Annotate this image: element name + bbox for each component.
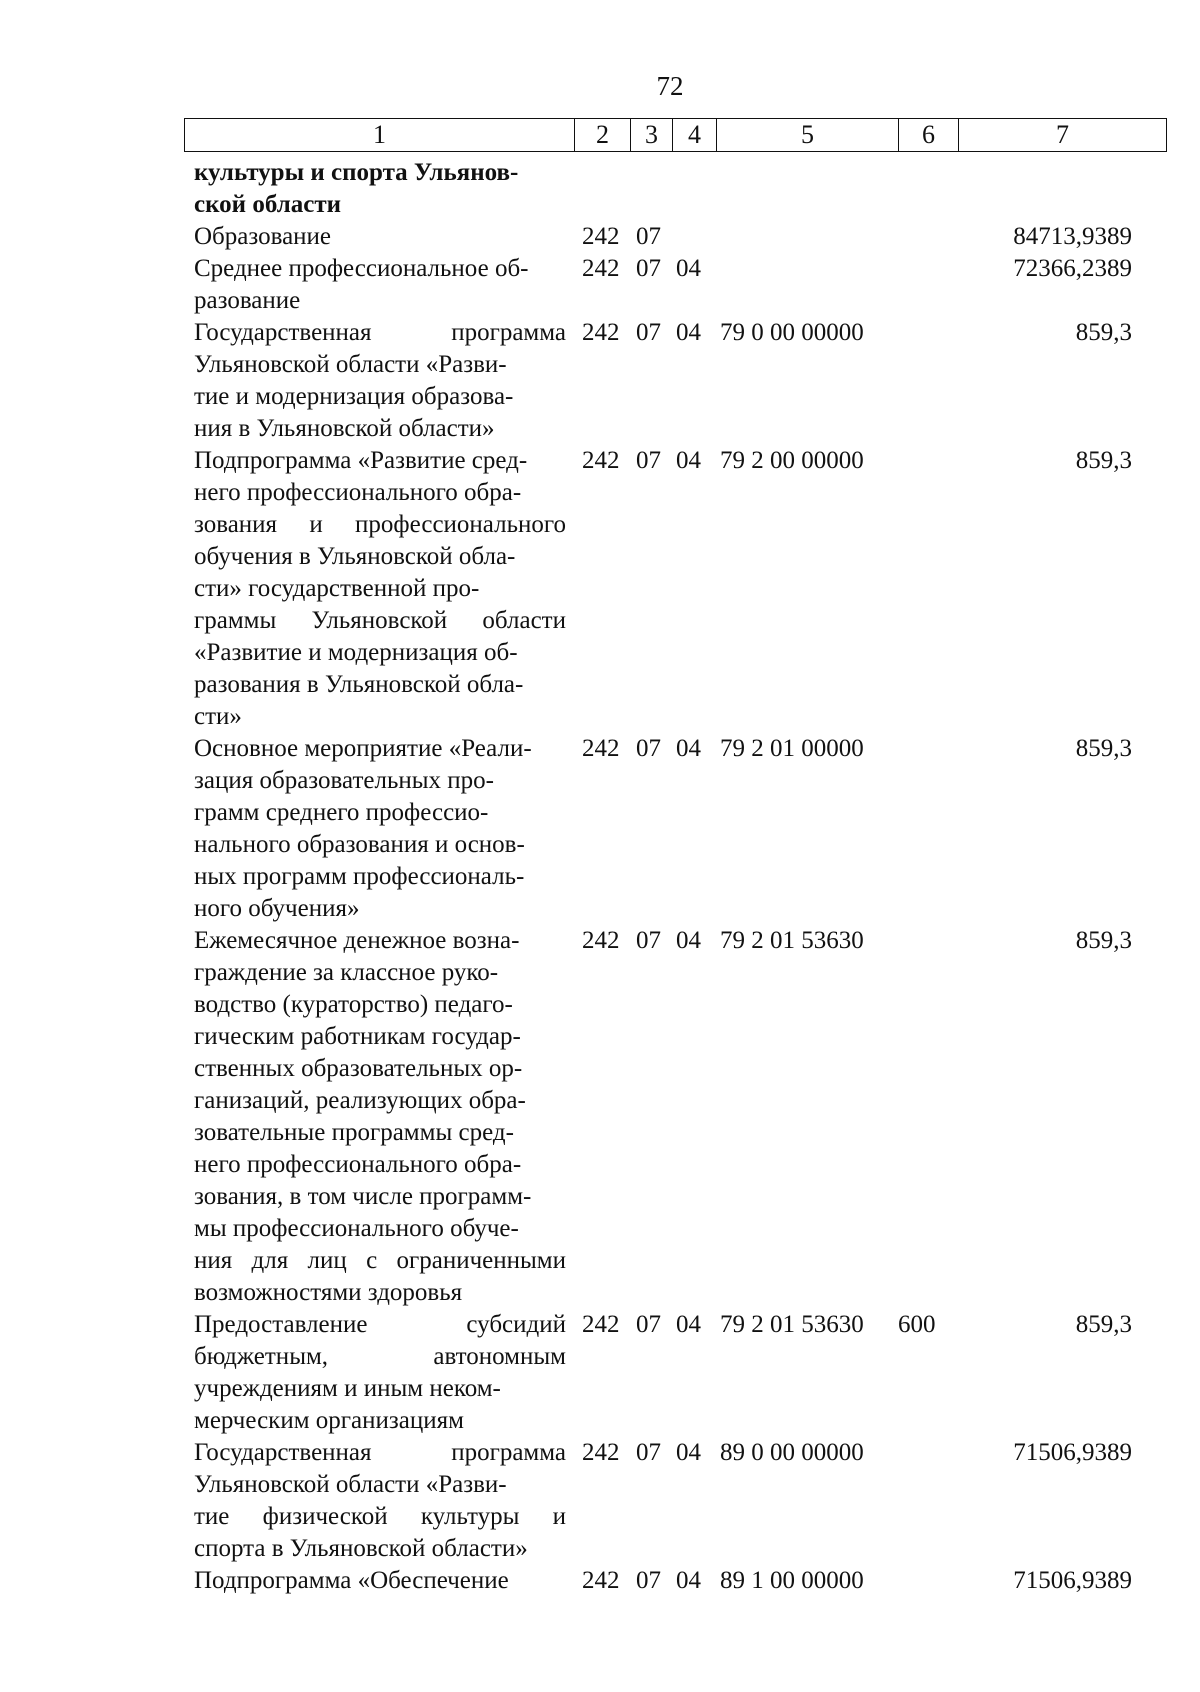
subsection-code: 04: [676, 735, 701, 762]
row-name-line: граммы Ульяновской области: [194, 607, 566, 634]
target-article-code: 79 2 01 00000: [720, 735, 864, 762]
row-name: [184, 733, 574, 925]
row-name: [184, 925, 574, 1309]
header-col-5: 5: [717, 119, 899, 152]
expense-type-code: [898, 733, 958, 925]
amount: 859,3: [1075, 447, 1132, 474]
section-code: 07: [636, 447, 661, 474]
target-article-code: 79 2 01 53630: [720, 1311, 864, 1338]
row-name-line: Ульяновской области «Разви-: [194, 1471, 507, 1498]
subsection-code: [672, 221, 716, 253]
row-name-line: зовательные программы сред-: [194, 1119, 514, 1146]
amount: 859,3: [1075, 1311, 1132, 1338]
section-code: 07: [636, 1311, 661, 1338]
header-col-6: 6: [899, 119, 959, 152]
header-col-1: 1: [185, 119, 575, 152]
section-code: [630, 157, 672, 221]
expense-type-code: [898, 317, 958, 445]
row-name-line: него профессионального обра-: [194, 1151, 522, 1178]
row-name-line: Основное мероприятие «Реали-: [194, 735, 532, 762]
row-name-line: Ульяновской области «Разви-: [194, 351, 507, 378]
row-name-line: Государственная программа: [194, 319, 566, 346]
table-row: [184, 253, 1166, 317]
row-name: [184, 1437, 574, 1565]
target-article-code: [716, 157, 898, 221]
section-code: 07: [636, 319, 661, 346]
row-name-line: ния в Ульяновской области»: [194, 415, 495, 442]
row-name-line: мерческим организациям: [194, 1407, 464, 1434]
row-name-line: обучения в Ульяновской обла-: [194, 543, 516, 570]
amount: 859,3: [1075, 319, 1132, 346]
page-number: 72: [656, 71, 684, 101]
row-name-line: бюджетным, автономным: [194, 1343, 566, 1370]
table-header: [184, 118, 1167, 152]
table-row: [184, 157, 1166, 221]
section-code: 07: [636, 223, 661, 250]
amount: 84713,9389: [1013, 223, 1132, 250]
row-name-line: Ежемесячное денежное возна-: [194, 927, 520, 954]
row-name-line: него профессионального обра-: [194, 479, 522, 506]
target-article-code: 89 0 00 00000: [720, 1439, 864, 1466]
row-name-line: ния для лиц с ограниченными: [194, 1247, 566, 1274]
row-name-line: ственных образовательных ор-: [194, 1055, 523, 1082]
amount: 71506,9389: [1013, 1567, 1132, 1594]
row-name-line: граждение за классное руко-: [194, 959, 499, 986]
subsection-code: 04: [676, 1311, 701, 1338]
expense-type-code: [898, 157, 958, 221]
row-name-line: разование: [194, 287, 301, 314]
admin-code: [574, 157, 630, 221]
row-name: [184, 317, 574, 445]
subsection-code: 04: [676, 1567, 701, 1594]
target-article-code: 79 2 01 53630: [720, 927, 864, 954]
table-row: [184, 445, 1166, 733]
subsection-code: 04: [676, 927, 701, 954]
amount: 859,3: [1075, 927, 1132, 954]
admin-code: 242: [582, 447, 620, 474]
subsection-code: 04: [676, 319, 701, 346]
amount: 71506,9389: [1013, 1439, 1132, 1466]
target-article-code: 79 0 00 00000: [720, 319, 864, 346]
amount: 72366,2389: [1013, 255, 1132, 282]
budget-table: [184, 157, 1166, 1597]
row-name: [184, 157, 574, 221]
subsection-code: 04: [676, 255, 701, 282]
row-name-line: спорта в Ульяновской области»: [194, 1535, 528, 1562]
header-col-3: 3: [631, 119, 673, 152]
header-col-2: 2: [575, 119, 631, 152]
row-name-line: Предоставление субсидий: [194, 1311, 566, 1338]
row-name-line: Подпрограмма «Обеспечение: [194, 1567, 509, 1594]
row-name-line: сти»: [194, 703, 242, 730]
admin-code: 242: [582, 927, 620, 954]
row-name-line: культуры и спорта Ульянов-: [194, 159, 519, 186]
row-name-line: Подпрограмма «Развитие сред-: [194, 447, 528, 474]
row-name-line: сти» государственной про-: [194, 575, 480, 602]
target-article-code: 79 2 00 00000: [720, 447, 864, 474]
row-name: [184, 1565, 574, 1597]
row-name: [184, 445, 574, 733]
table-row: [184, 1565, 1166, 1597]
admin-code: 242: [582, 255, 620, 282]
expense-type-code: [898, 1565, 958, 1597]
expense-type-code: [898, 445, 958, 733]
table-row: [184, 925, 1166, 1309]
target-article-code: [716, 253, 898, 317]
table-row: [184, 733, 1166, 925]
row-name-line: учреждениям и иным неком-: [194, 1375, 501, 1402]
admin-code: 242: [582, 223, 620, 250]
row-name-line: ганизаций, реализующих обра-: [194, 1087, 526, 1114]
header-col-4: 4: [673, 119, 717, 152]
row-name-line: Среднее профессиональное об-: [194, 255, 529, 282]
admin-code: 242: [582, 1567, 620, 1594]
admin-code: 242: [582, 735, 620, 762]
row-name: [184, 1309, 574, 1437]
row-name-line: зация образовательных про-: [194, 767, 494, 794]
subsection-code: 04: [676, 1439, 701, 1466]
header-col-7: 7: [959, 119, 1167, 152]
row-name-line: нального образования и основ-: [194, 831, 525, 858]
table-row: [184, 317, 1166, 445]
row-name-line: тие физической культуры и: [194, 1503, 566, 1530]
row-name-line: ных программ профессиональ-: [194, 863, 525, 890]
row-name-line: ного обучения»: [194, 895, 360, 922]
table-row: [184, 1309, 1166, 1437]
section-code: 07: [636, 927, 661, 954]
amount: [958, 157, 1166, 221]
row-name: [184, 221, 574, 253]
target-article-code: 89 1 00 00000: [720, 1567, 864, 1594]
table-row: [184, 1437, 1166, 1565]
row-name-line: зования, в том числе программ-: [194, 1183, 532, 1210]
subsection-code: 04: [676, 447, 701, 474]
section-code: 07: [636, 1567, 661, 1594]
amount: 859,3: [1075, 735, 1132, 762]
expense-type-code: [898, 1437, 958, 1565]
expense-type-code: 600: [898, 1311, 936, 1338]
row-name-line: тие и модернизация образова-: [194, 383, 514, 410]
row-name-line: Государственная программа: [194, 1439, 566, 1466]
admin-code: 242: [582, 1311, 620, 1338]
row-name-line: зования и профессионального: [194, 511, 566, 538]
target-article-code: [716, 221, 898, 253]
expense-type-code: [898, 253, 958, 317]
section-code: 07: [636, 255, 661, 282]
section-code: 07: [636, 1439, 661, 1466]
row-name-line: ской области: [194, 191, 342, 218]
row-name: [184, 253, 574, 317]
row-name-line: возможностями здоровья: [194, 1279, 463, 1306]
section-code: 07: [636, 735, 661, 762]
table-row: [184, 221, 1166, 253]
expense-type-code: [898, 221, 958, 253]
row-name-line: мы профессионального обуче-: [194, 1215, 519, 1242]
admin-code: 242: [582, 319, 620, 346]
row-name-line: грамм среднего профессио-: [194, 799, 489, 826]
expense-type-code: [898, 925, 958, 1309]
row-name-line: Образование: [194, 223, 332, 250]
subsection-code: [672, 157, 716, 221]
row-name-line: водство (кураторство) педаго-: [194, 991, 513, 1018]
row-name-line: гическим работникам государ-: [194, 1023, 521, 1050]
row-name-line: разования в Ульяновской обла-: [194, 671, 524, 698]
row-name-line: «Развитие и модернизация об-: [194, 639, 518, 666]
admin-code: 242: [582, 1439, 620, 1466]
